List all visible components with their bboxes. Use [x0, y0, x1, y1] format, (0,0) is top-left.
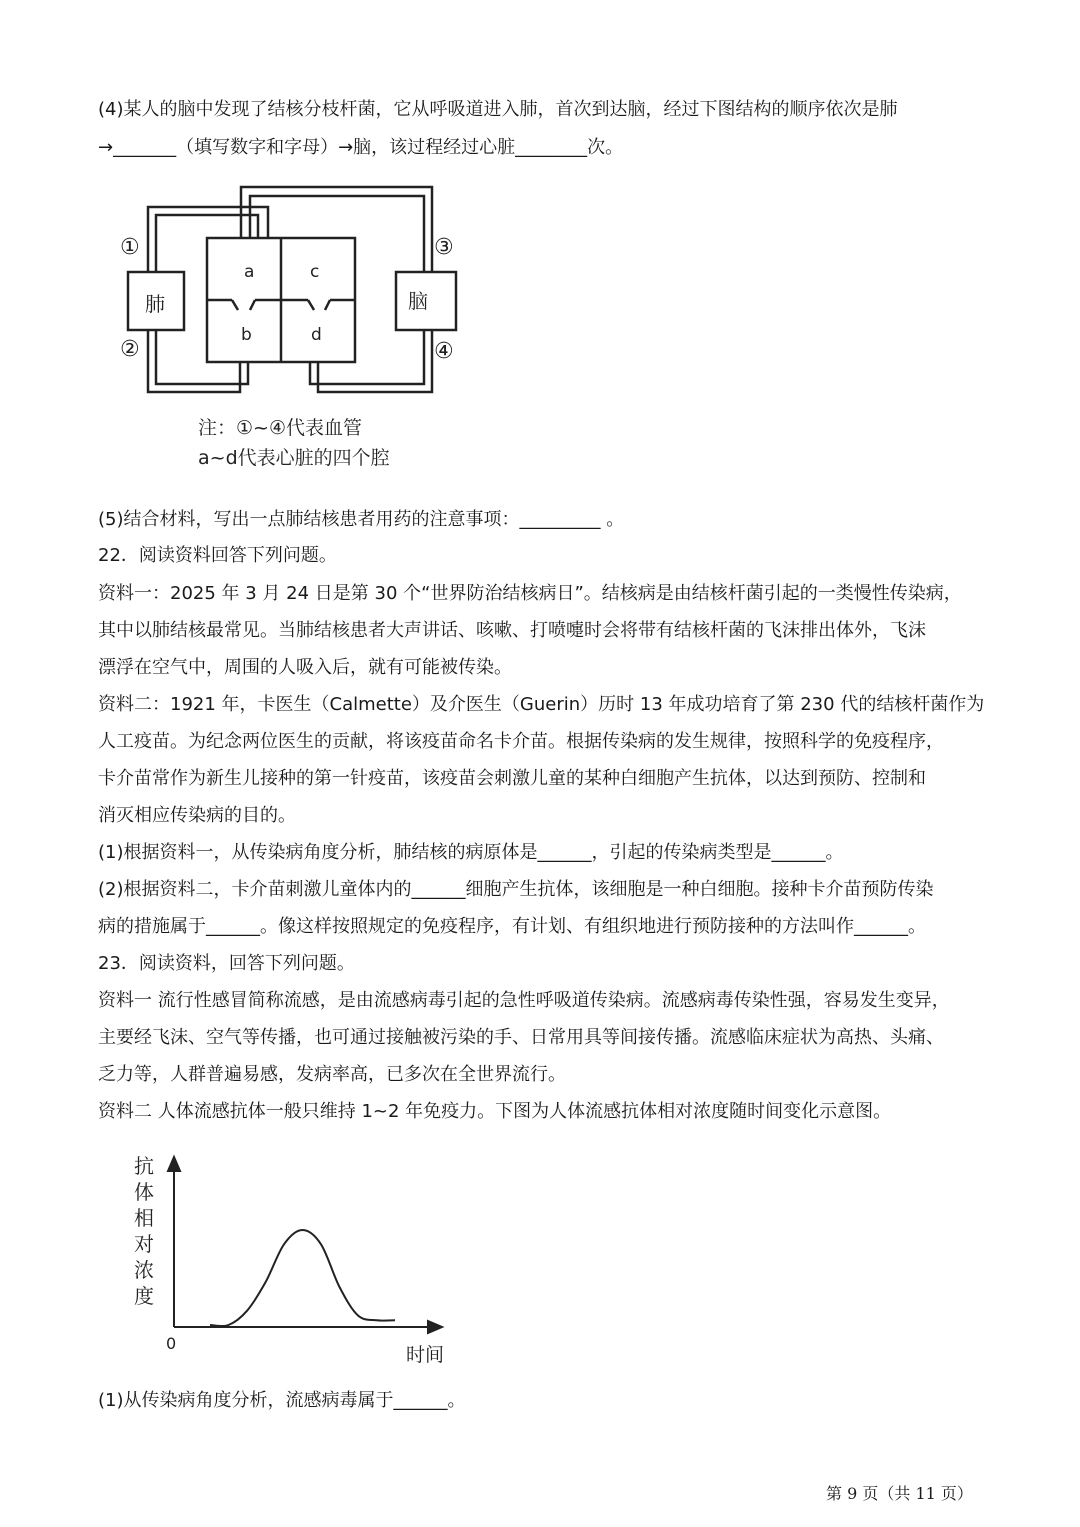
- q23-material2-line1: 资料二 人体流感抗体一般只维持 1~2 年免疫力。下图为人体流感抗体相对浓度随时间变化示意图。: [98, 1101, 892, 1122]
- chamber-a-label: a: [244, 262, 255, 282]
- brain-label: 脑: [408, 289, 428, 313]
- q22-material1-line3: 漂浮在空气中，周围的人吸入后，就有可能被传染。: [98, 657, 512, 678]
- chamber-b-label: b: [241, 325, 252, 345]
- antibody-concentration-chart: [120, 1145, 460, 1375]
- chamber-d-label: d: [311, 325, 322, 345]
- origin-label: 0: [166, 1334, 177, 1353]
- q22-material1-line2: 其中以肺结核最常见。当肺结核患者大声讲话、咳嗽、打喷嚏时会将带有结核杆菌的飞沫排出体外，飞沫: [98, 620, 926, 641]
- q21-5: (5)结合材料，写出一点肺结核患者用药的注意事项：_________ 。: [98, 509, 625, 530]
- page-footer: 第 9 页（共 11 页）: [826, 1484, 973, 1503]
- diagram-note-line1: 注：①~④代表血管: [198, 417, 362, 439]
- q23-material1-line1: 资料一 流行性感冒简称流感，是由流感病毒引起的急性呼吸道传染病。流感病毒传染性强，容易发生变异，: [98, 990, 950, 1011]
- q22-question2-line1: (2)根据资料二，卡介苗刺激儿童体内的______细胞产生抗体，该细胞是一种白细胞。接种卡介苗预防传染: [98, 879, 934, 900]
- lung-label: 肺: [145, 292, 165, 316]
- antibody-series-line: [210, 1230, 395, 1326]
- q23-material1-line2: 主要经飞沫、空气等传播，也可通过接触被污染的手、日常用具等间接传播。流感临床症状为高热、头痛、: [98, 1027, 944, 1048]
- q22-title: 22．阅读资料回答下列问题。: [98, 545, 337, 566]
- vessel-4-label: ④: [434, 339, 454, 364]
- q23-question1: (1)从传染病角度分析，流感病毒属于______。: [98, 1390, 466, 1411]
- q21-4-line1: (4)某人的脑中发现了结核分枝杆菌，它从呼吸道进入肺，首次到达脑，经过下图结构的顺序依次是肺: [98, 99, 898, 120]
- x-axis-label: 时间: [406, 1344, 445, 1366]
- y-axis-label-char: 度: [134, 1284, 154, 1308]
- y-axis-label-char: 浓: [134, 1258, 154, 1282]
- y-axis-label-char: 对: [134, 1232, 154, 1256]
- q21-4-line2: →_______（填写数字和字母）→脑，该过程经过心脏________次。: [98, 137, 624, 158]
- q23-title: 23．阅读资料，回答下列问题。: [98, 953, 355, 974]
- y-axis-arrow: [168, 1157, 180, 1171]
- y-axis-label-char: 抗: [134, 1154, 154, 1178]
- vessel-3-label: ③: [434, 235, 454, 260]
- q22-material2-line2: 人工疫苗。为纪念两位医生的贡献，将该疫苗命名卡介苗。根据传染病的发生规律，按照科学的免疫程序，: [98, 731, 944, 752]
- diagram-note-line2: a~d代表心脏的四个腔: [198, 447, 390, 469]
- q22-material2-line1: 资料二：1921 年，卡医生（Calmette）及介医生（Guerin）历时 13 年成功培育了第 230 代的结核杆菌作为: [98, 694, 985, 715]
- q22-question2-line2: 病的措施属于______。像这样按照规定的免疫程序，有计划、有组织地进行预防接种的方法叫作______。: [98, 916, 926, 937]
- heart-circulation-diagram: [110, 180, 480, 405]
- q22-material2-line3: 卡介苗常作为新生儿接种的第一针疫苗，该疫苗会刺激儿童的某种白细胞产生抗体，以达到预防、控制和: [98, 768, 926, 789]
- q22-material2-line4: 消灭相应传染病的目的。: [98, 805, 296, 826]
- x-axis-arrow: [428, 1321, 442, 1333]
- vessel-2-label: ②: [120, 337, 140, 362]
- y-axis-label-char: 相: [134, 1206, 154, 1230]
- y-axis-label-char: 体: [134, 1180, 154, 1204]
- chamber-c-label: c: [310, 262, 320, 282]
- vessel-1-label: ①: [120, 235, 140, 260]
- q22-question1: (1)根据资料一，从传染病角度分析，肺结核的病原体是______，引起的传染病类型是______。: [98, 842, 844, 863]
- q23-material1-line3: 乏力等，人群普遍易感，发病率高，已多次在全世界流行。: [98, 1064, 566, 1085]
- q22-material1-line1: 资料一：2025 年 3 月 24 日是第 30 个“世界防治结核病日”。结核病是由结核杆菌引起的一类慢性传染病，: [98, 583, 962, 604]
- y-axis-label: [134, 1154, 154, 1308]
